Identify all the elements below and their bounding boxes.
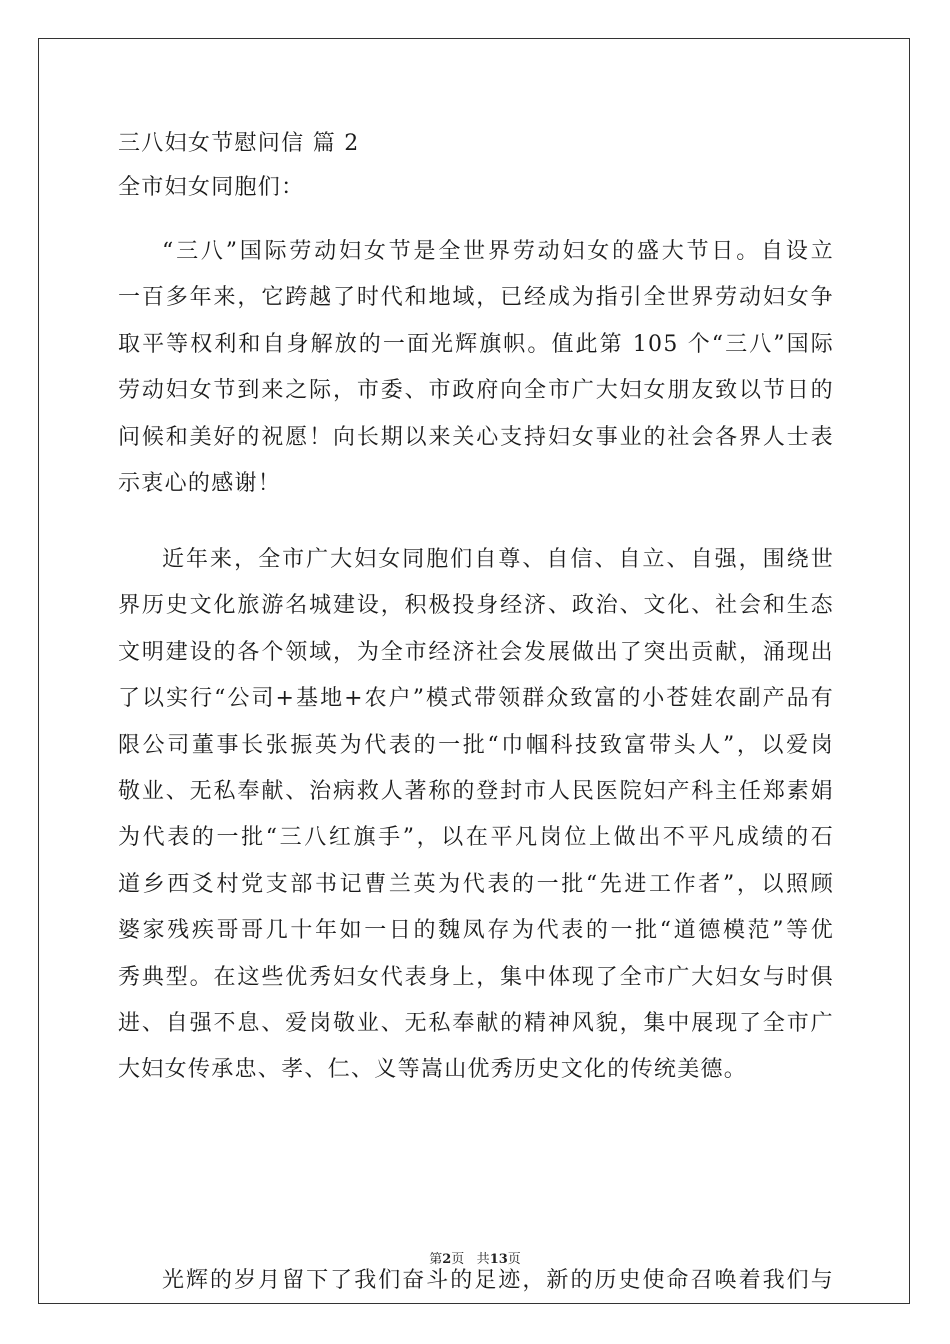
paragraph-line: 取平等权利和自身解放的一面光辉旗帜。值此第 105 个“三八”国际: [118, 331, 834, 357]
paragraph-line: 婆家残疾哥哥几十年如一日的魏凤存为代表的一批“道德模范”等优: [118, 918, 834, 944]
paragraph-line: 劳动妇女节到来之际，市委、市政府向全市广大妇女朋友致以节日的: [118, 378, 834, 404]
paragraph-line: 近年来，全市广大妇女同胞们自尊、自信、自立、自强，围绕世: [162, 547, 834, 572]
salutation: 全市妇女同胞们：: [118, 175, 305, 200]
document-title: 三八妇女节慰问信 篇 2: [118, 131, 360, 156]
paragraph-line: 了以实行“公司+基地+农户”模式带领群众致富的小苍娃农副产品有: [118, 686, 834, 712]
paragraph-line: 大妇女传承忠、孝、仁、义等嵩山优秀历史文化的传统美德。: [118, 1057, 748, 1083]
paragraph-line: 进、自强不息、爱岗敬业、无私奉献的精神风貌，集中展现了全市广: [118, 1010, 834, 1036]
paragraph-line: 文明建设的各个领域，为全市经济社会发展做出了突出贡献，涌现出: [118, 639, 834, 665]
footer-total-pages: 13: [489, 1252, 508, 1267]
paragraph-line: 光辉的岁月留下了我们奋斗的足迹，新的历史使命召唤着我们与: [162, 1268, 834, 1293]
paragraph-line: 问候和美好的祝愿！向长期以来关心支持妇女事业的社会各界人士表: [118, 424, 834, 450]
paragraph-line: “三八”国际劳动妇女节是全世界劳动妇女的盛大节日。自设立: [162, 239, 834, 264]
footer-page-suffix: 页: [451, 1252, 465, 1267]
footer-total-suffix: 页: [507, 1252, 521, 1267]
paragraph-3: [118, 1265, 834, 1311]
page-footer: [0, 1248, 950, 1267]
paragraph-line: 一百多年来，它跨越了时代和地域，已经成为指引全世界劳动妇女争: [118, 285, 834, 311]
paragraph-2: [118, 544, 834, 1101]
paragraph-line: 秀典型。在这些优秀妇女代表身上，集中体现了全市广大妇女与时俱: [118, 964, 834, 990]
paragraph-line: 道乡西爻村党支部书记曹兰英为代表的一批“先进工作者”，以照顾: [118, 871, 834, 897]
paragraph-line: 为代表的一批“三八红旗手”，以在平凡岗位上做出不平凡成绩的石: [118, 825, 834, 851]
footer-page-prefix: 第: [429, 1252, 443, 1267]
paragraph-1: [118, 236, 834, 514]
paragraph-line: 界历史文化旅游名城建设，积极投身经济、政治、文化、社会和生态: [118, 593, 834, 619]
paragraph-line: 示衷心的感谢！: [118, 470, 282, 496]
paragraph-line: 限公司董事长张振英为代表的一批“巾帼科技致富带头人”，以爱岗: [118, 732, 834, 758]
paragraph-line: 敬业、无私奉献、治病救人著称的登封市人民医院妇产科主任郑素娟: [118, 778, 834, 804]
footer-total-prefix: 共: [476, 1252, 490, 1267]
footer-page-number: 2: [442, 1252, 452, 1267]
